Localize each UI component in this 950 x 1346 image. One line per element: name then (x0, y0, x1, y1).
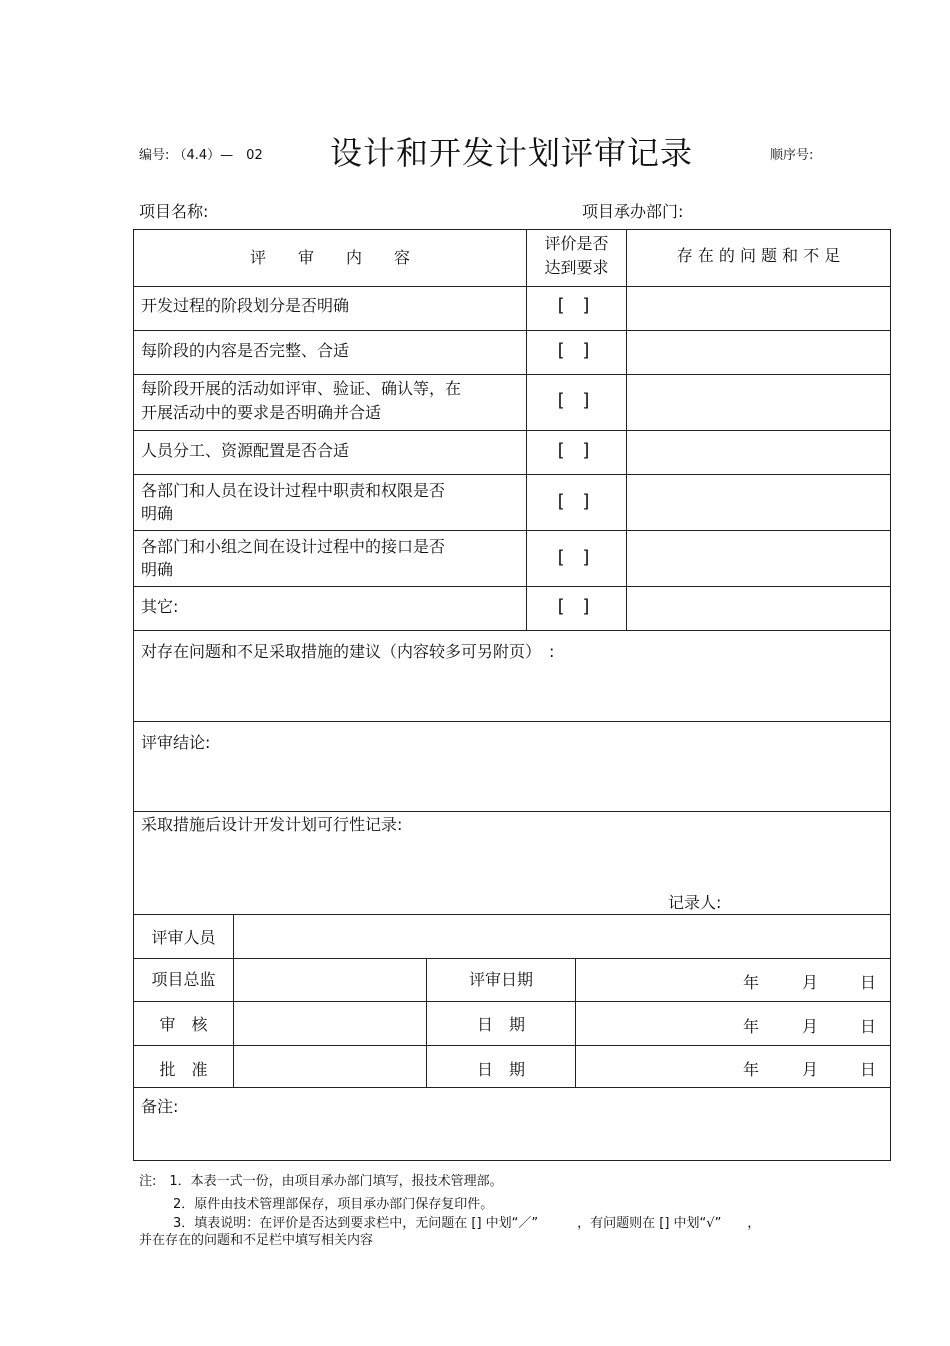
day-label: 日 (860, 1017, 877, 1036)
remark-label: 备注: (141, 1097, 179, 1116)
item-row-3-line2: 开展活动中的要求是否明确并合适 (141, 403, 382, 422)
feasibility-label: 采取措施后设计开发计划可行性记录: (141, 815, 403, 834)
month-label: 月 (802, 1060, 819, 1079)
note-3: 3．填表说明：在评价是否达到要求栏中，无问题在 [] 中划“／” ，有问题则在 [] 中划“√” ， (173, 1216, 761, 1231)
item-row-5-line2: 明确 (141, 504, 174, 523)
conclusion-label: 评审结论: (141, 733, 211, 752)
eval-checkbox-1[interactable]: [ ] (557, 295, 596, 316)
note-1: 注: 1．本表一式一份，由项目承办部门填写，报技术管理部。 (139, 1174, 503, 1189)
eval-checkbox-7[interactable]: [ ] (557, 596, 596, 617)
page-title: 设计和开发计划评审记录 (330, 134, 694, 172)
approve-date-label: 日 期 (476, 1060, 525, 1079)
day-label: 日 (860, 1060, 877, 1079)
audit-date-label: 日 期 (476, 1015, 525, 1034)
col-header-content: 评 审 内 容 (249, 248, 410, 267)
item-row-5-line1: 各部门和人员在设计过程中职责和权限是否 (141, 481, 446, 500)
reviewers-label: 评审人员 (151, 928, 216, 947)
item-row-1: 开发过程的阶段划分是否明确 (141, 296, 350, 315)
col-header-eval-2: 达到要求 (544, 258, 609, 277)
eval-checkbox-3[interactable]: [ ] (557, 390, 596, 411)
audit-label: 审 核 (159, 1015, 208, 1034)
year-label: 年 (743, 1060, 760, 1079)
item-row-6-line1: 各部门和小组之间在设计过程中的接口是否 (141, 537, 446, 556)
note-4: 并在存在的问题和不足栏中填写相关内容 (139, 1233, 374, 1248)
director-label: 项目总监 (151, 970, 216, 989)
note-2: 2．原件由技术管理部保存，项目承办部门保存复印件。 (173, 1197, 494, 1212)
item-row-2: 每阶段的内容是否完整、合适 (141, 341, 350, 360)
col-header-eval-1: 评价是否 (544, 234, 609, 253)
suggestion-label: 对存在问题和不足采取措施的建议（内容较多可另附页） : (141, 642, 555, 661)
eval-checkbox-4[interactable]: [ ] (557, 440, 596, 461)
item-row-7: 其它: (141, 597, 179, 616)
day-label: 日 (860, 973, 877, 992)
eval-checkbox-6[interactable]: [ ] (557, 547, 596, 568)
recorder-label: 记录人: (668, 893, 722, 912)
approve-label: 批 准 (159, 1060, 208, 1079)
year-label: 年 (743, 1017, 760, 1036)
month-label: 月 (802, 1017, 819, 1036)
month-label: 月 (802, 973, 819, 992)
eval-checkbox-5[interactable]: [ ] (557, 491, 596, 512)
review-date-label: 评审日期 (468, 970, 533, 989)
form-code: 编号: （4.4）— 02 (139, 148, 263, 163)
item-row-4: 人员分工、资源配置是否合适 (141, 441, 350, 460)
eval-checkbox-2[interactable]: [ ] (557, 340, 596, 361)
project-dept-label: 项目承办部门: (582, 202, 684, 221)
col-header-issues: 存 在 的 问 题 和 不 足 (676, 246, 841, 265)
project-name-label: 项目名称: (139, 202, 209, 221)
year-label: 年 (743, 973, 760, 992)
item-row-3-line1: 每阶段开展的活动如评审、验证、确认等，在 (141, 379, 462, 398)
item-row-6-line2: 明确 (141, 560, 174, 579)
sequence-number-label: 顺序号: (770, 148, 814, 163)
